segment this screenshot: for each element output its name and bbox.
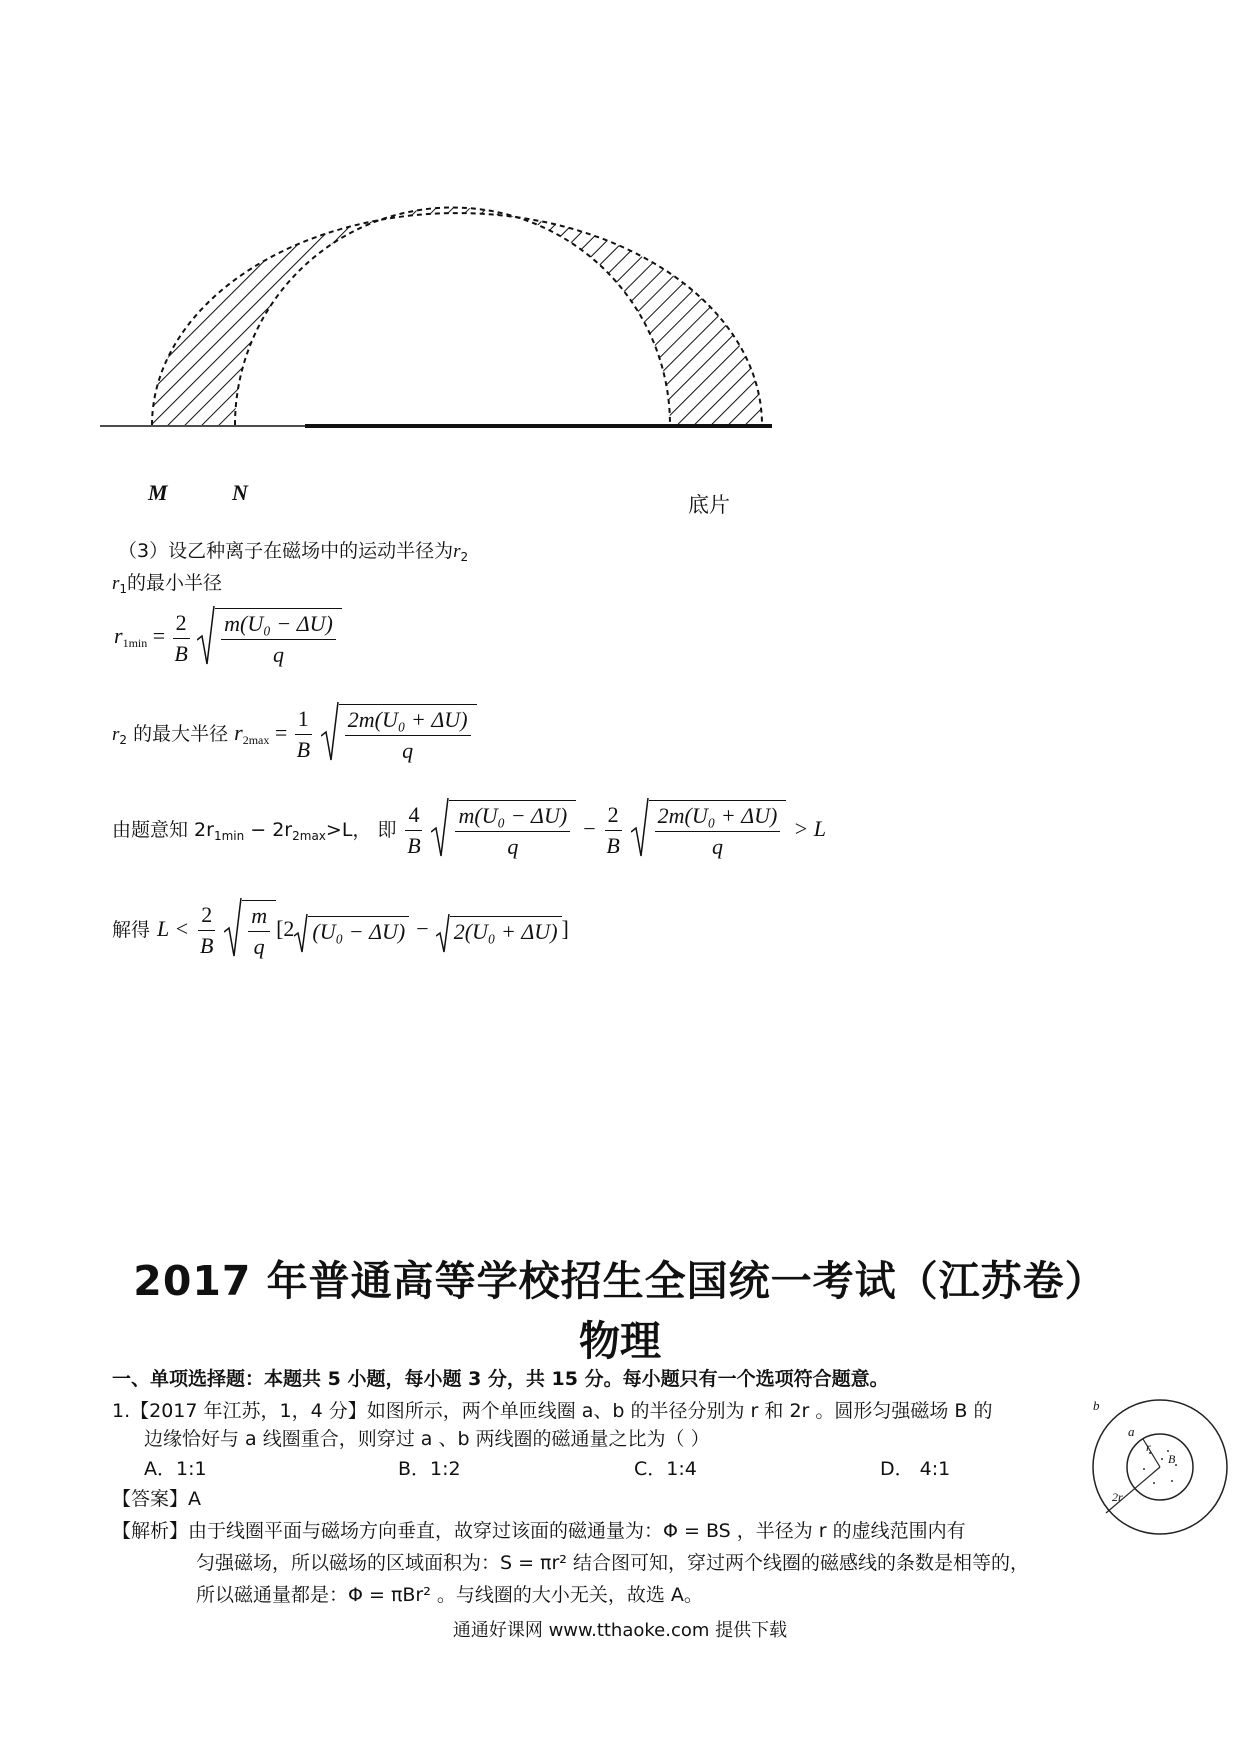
fig-label-b: b — [1093, 1398, 1100, 1413]
option-a: A．1:1 — [144, 1458, 207, 1480]
formula-r2max: $r_2$ 的最大半径 $r_{2max}$ = $\frac{1}{B}$ $\frac{\text{2m(U₀ + ΔU)}}{q}$ — [112, 704, 477, 764]
option-c: C．1:4 — [634, 1458, 697, 1480]
label-n: N — [232, 480, 248, 505]
fig-label-B: B — [1168, 1452, 1176, 1466]
option-d: D． 4:1 — [880, 1458, 951, 1480]
formula-condition: 由题意知 $2r_{1min} - 2r_{2max}>L$， 即 $\frac{4}{B}$ $\frac{\text{m(U₀ − ΔU)}}{q}$ − $\frac{2}{B}$ $\frac{\text{2m(U₀ + ΔU)}}{q}$ > L — [112, 800, 826, 860]
analysis-line1: 【解析】由于线圈平面与磁场方向垂直，故穿过该面的磁通量为：Φ = BS ，半径为 r 的虚线范围内有 — [112, 1520, 966, 1542]
ion-trajectory-figure — [100, 170, 880, 520]
formula-r1min: $r_{1min}$ = $\frac{2}{B}$ $\frac{\text{m(U₀ − ΔU)}}{q}$ — [114, 608, 342, 668]
analysis-line2: 匀强磁场，所以磁场的区域面积为：S = πr² 结合图可知，穿过两个线圈的磁感线的条数是相等的， — [196, 1552, 1029, 1574]
fig-label-a: a — [1128, 1424, 1135, 1439]
footer-note: 通通好课网 www.tthaoke.com 提供下载 — [452, 1620, 788, 1641]
q1-line1: 1.【2017 年江苏，1，4 分】如图所示，两个单匝线圈 a、b 的半径分别为 r 和 2r 。圆形匀强磁场 B 的 — [112, 1400, 993, 1422]
coils-figure — [1088, 1395, 1233, 1540]
analysis-line3: 所以磁通量都是：Φ = πBr² 。与线圈的大小无关，故选 A。 — [196, 1584, 703, 1606]
fig-label-2r: 2r — [1112, 1490, 1123, 1504]
formula-result: 解得 L < $\frac{2}{B}$ $\frac{m}{q}$ [2 (U₀ − ΔU) − 2(U₀ + ΔU) ] — [112, 900, 569, 960]
answer: 【答案】A — [112, 1488, 201, 1510]
min-radius-line: $r_1$的最小半径 — [112, 572, 223, 596]
label-film: 底片 — [688, 493, 730, 517]
section-heading: 一、单项选择题：本题共 5 小题，每小题 3 分，共 15 分。每小题只有一个选项符合题意。 — [112, 1368, 889, 1390]
label-m: M — [148, 480, 168, 505]
hatched-region-outer — [152, 208, 762, 426]
option-b: B．1:2 — [398, 1458, 461, 1480]
exam-title: 2017 年普通高等学校招生全国统一考试（江苏卷） — [133, 1257, 1107, 1305]
part3-intro: （3）设乙种离子在磁场中的运动半径为$r_2$ — [118, 540, 469, 564]
fig-label-r: r — [1146, 1440, 1151, 1454]
exam-subject: 物理 — [579, 1317, 661, 1365]
q1-line2: 边缘恰好与 a 线圈重合，则穿过 a 、b 两线圈的磁通量之比为（ ） — [144, 1428, 710, 1450]
